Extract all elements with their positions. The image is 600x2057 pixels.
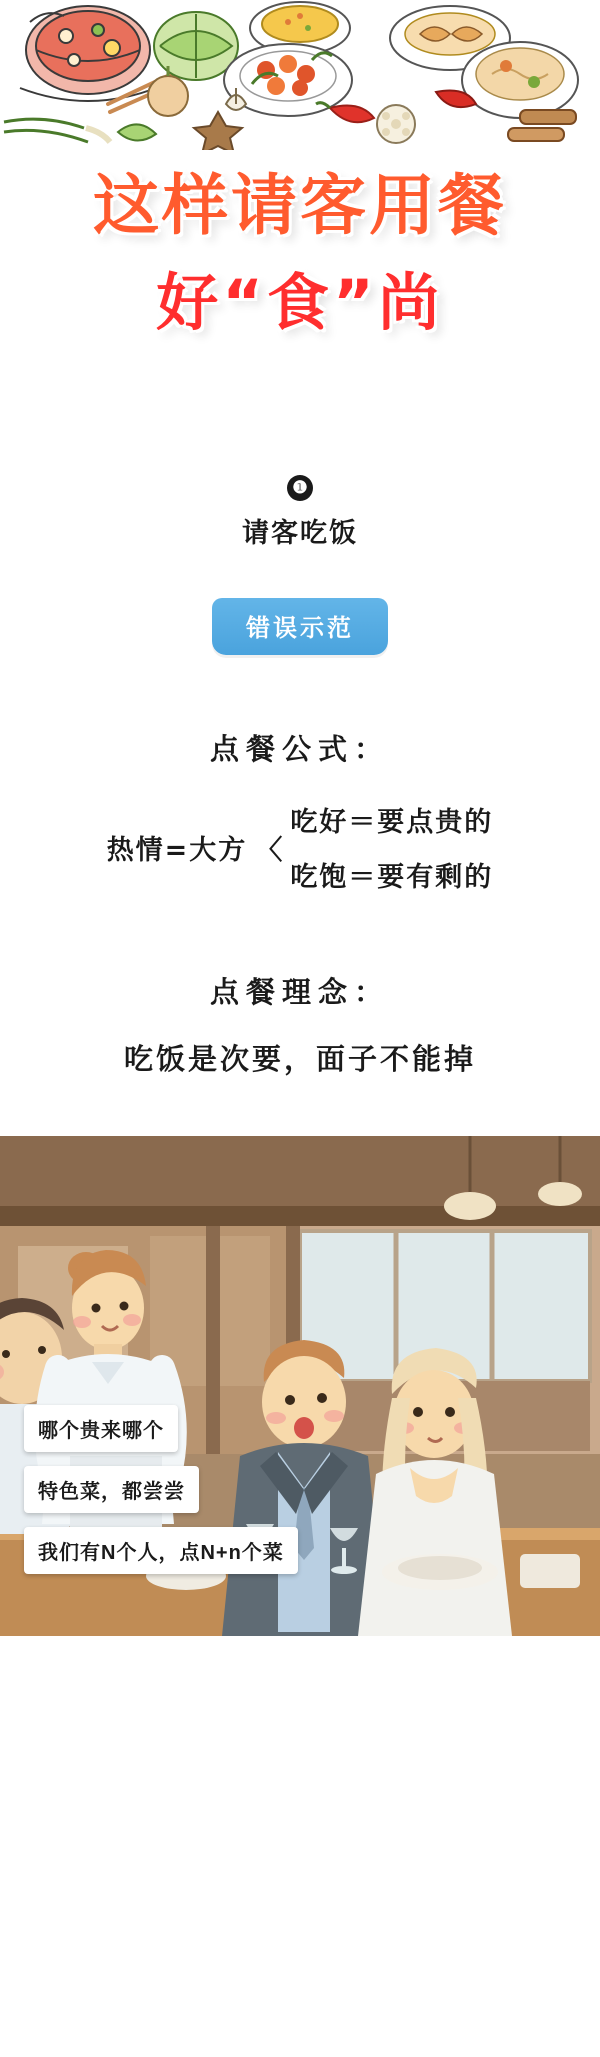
badge-wrap	[0, 598, 600, 655]
restaurant-photo-scene	[0, 1136, 600, 1636]
section-number-badge: ❶	[287, 475, 313, 501]
caption-bubble-2: 特色菜，都尝尝	[24, 1466, 199, 1513]
wrong-example-badge: 错误示范	[212, 598, 388, 655]
formula-right-terms	[290, 800, 493, 894]
concept-block	[0, 970, 600, 1078]
formula-right-term-2: 吃饱＝要有剩的	[290, 862, 494, 894]
title-line-1: 这样请客用餐	[93, 167, 507, 244]
caption-bubbles	[24, 1405, 298, 1574]
food-doodle-icon	[0, 0, 600, 150]
concept-text: 吃饭是次要，面子不能掉	[123, 1042, 476, 1077]
concept-heading: 点餐理念：	[209, 975, 390, 1010]
food-illustration-band	[0, 0, 600, 150]
page-title	[0, 150, 600, 340]
caption-bubble-3: 我们有N个人，点N+n个菜	[24, 1527, 298, 1574]
formula-left-term: 热情=大方	[106, 834, 248, 866]
formula-heading: 点餐公式：	[209, 732, 390, 767]
formula-block	[0, 727, 600, 894]
formula-right-term-1: 吃好＝要点贵的	[290, 807, 494, 839]
brace-icon: 〈	[255, 834, 283, 865]
title-line-2: 好“食”尚	[156, 265, 444, 339]
caption-bubble-1: 哪个贵来哪个	[24, 1405, 178, 1452]
section-number-wrap	[0, 475, 600, 501]
formula-row	[0, 800, 600, 894]
section-title: 请客吃饭	[242, 518, 358, 549]
